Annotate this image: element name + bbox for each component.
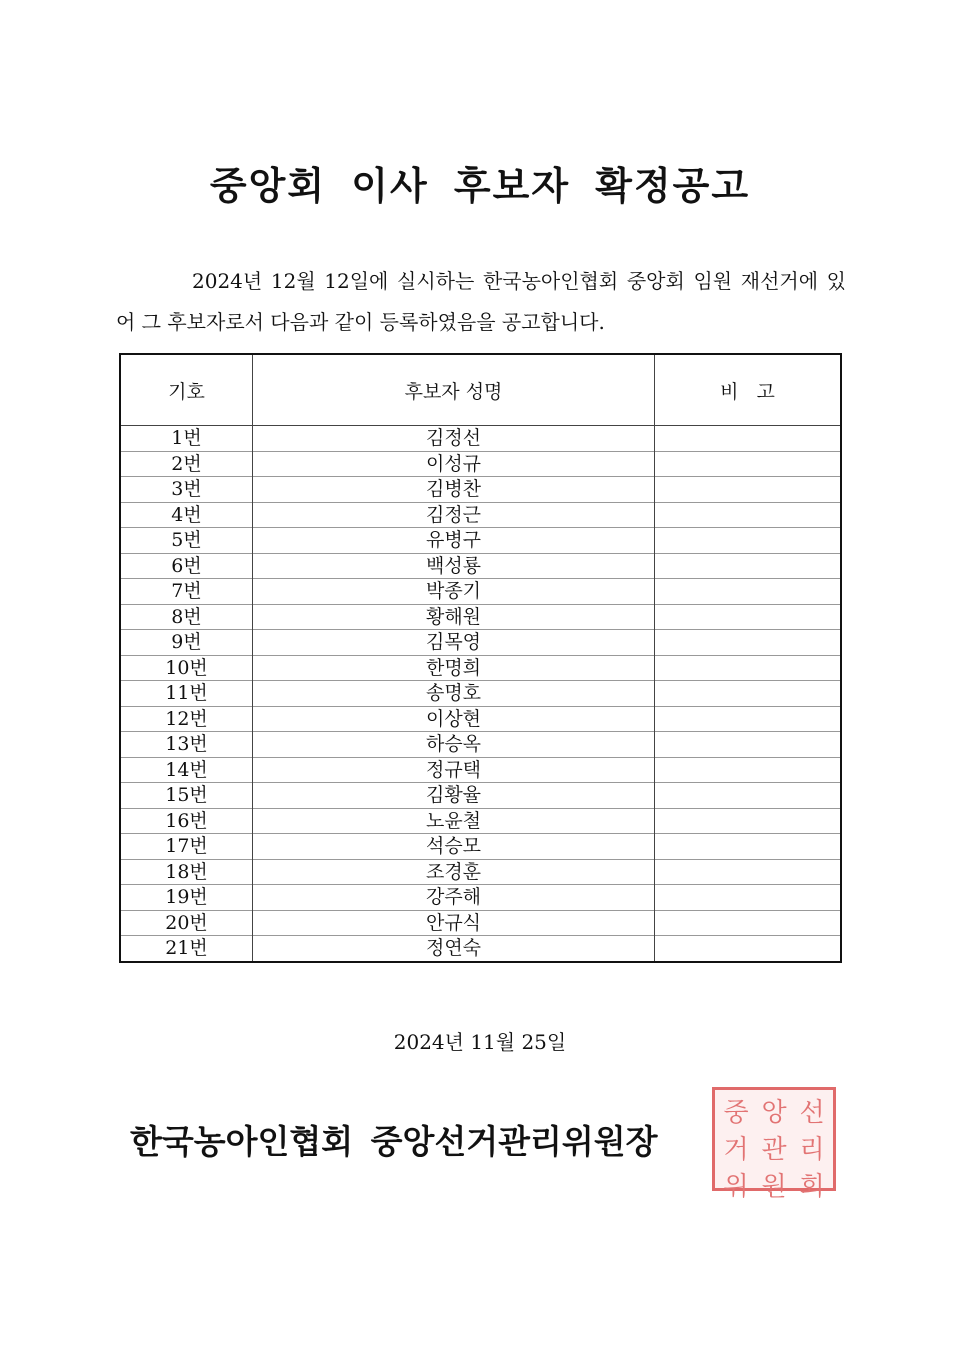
document-title: 중앙회 이사 후보자 확정공고	[209, 164, 751, 208]
notice-date: 2024년 11월 25일	[393, 1030, 567, 1054]
candidate-remarks	[655, 655, 842, 681]
candidate-number: 4번	[120, 502, 253, 528]
candidate-name: 정규택	[253, 757, 655, 783]
table-row	[120, 528, 841, 554]
candidate-number: 19번	[120, 885, 253, 911]
table-row	[120, 502, 841, 528]
seal-glyph: 거	[723, 1135, 749, 1165]
table-row	[120, 655, 841, 681]
candidate-name: 이성규	[253, 451, 655, 477]
candidate-number: 8번	[120, 604, 253, 630]
candidate-remarks	[655, 502, 842, 528]
candidate-name: 백성룡	[253, 553, 655, 579]
candidate-number: 18번	[120, 859, 253, 885]
signature-issuer: 한국농아인협회 중앙선거관리위원장	[130, 1122, 658, 1161]
candidate-name: 노윤철	[253, 808, 655, 834]
candidate-remarks	[655, 936, 842, 962]
candidate-number: 20번	[120, 910, 253, 936]
table-row	[120, 885, 841, 911]
official-seal-stamp	[712, 1087, 836, 1202]
candidate-name: 한명희	[253, 655, 655, 681]
candidate-table	[119, 353, 842, 963]
table-row	[120, 630, 841, 656]
candidate-remarks	[655, 630, 842, 656]
seal-glyph: 위	[723, 1172, 749, 1202]
candidate-name: 정연숙	[253, 936, 655, 962]
candidate-remarks	[655, 834, 842, 860]
candidate-name: 김정근	[253, 502, 655, 528]
candidate-remarks	[655, 604, 842, 630]
candidate-number: 10번	[120, 655, 253, 681]
candidate-remarks	[655, 757, 842, 783]
candidate-remarks	[655, 553, 842, 579]
candidate-name: 조경훈	[253, 859, 655, 885]
table-row	[120, 451, 841, 477]
candidate-name: 김병찬	[253, 477, 655, 503]
seal-glyph: 선	[799, 1098, 825, 1128]
candidate-name: 유병구	[253, 528, 655, 554]
intro-paragraph	[116, 261, 846, 343]
candidate-remarks	[655, 885, 842, 911]
candidate-number: 1번	[120, 426, 253, 452]
candidate-number: 14번	[120, 757, 253, 783]
table-header-row	[120, 354, 841, 426]
candidate-remarks	[655, 783, 842, 809]
header-remarks: 비 고	[655, 354, 842, 426]
seal-glyph: 회	[799, 1172, 825, 1202]
candidate-remarks	[655, 426, 842, 452]
candidate-number: 21번	[120, 936, 253, 962]
candidate-name: 김황율	[253, 783, 655, 809]
intro-text: 2024년 12월 12일에 실시하는 한국농아인협회 중앙회 임원 재선거에 있어 그 후보자로서 다음과 같이 등록하였음을 공고합니다.	[116, 269, 846, 334]
candidate-remarks	[655, 528, 842, 554]
table-row	[120, 732, 841, 758]
candidate-remarks	[655, 910, 842, 936]
table-row	[120, 757, 841, 783]
table-row	[120, 681, 841, 707]
candidate-name: 이상현	[253, 706, 655, 732]
table-row	[120, 859, 841, 885]
candidate-name: 강주해	[253, 885, 655, 911]
candidate-number: 9번	[120, 630, 253, 656]
candidate-number: 11번	[120, 681, 253, 707]
candidate-number: 13번	[120, 732, 253, 758]
candidate-number: 6번	[120, 553, 253, 579]
candidate-name: 박종기	[253, 579, 655, 605]
header-number: 기호	[120, 354, 253, 426]
candidate-name: 김목영	[253, 630, 655, 656]
candidate-name: 석승모	[253, 834, 655, 860]
candidate-number: 5번	[120, 528, 253, 554]
seal-glyph: 관	[761, 1135, 787, 1165]
candidate-number: 16번	[120, 808, 253, 834]
candidate-remarks	[655, 706, 842, 732]
table-row	[120, 579, 841, 605]
candidate-remarks	[655, 859, 842, 885]
seal-glyph: 원	[761, 1172, 787, 1202]
header-name: 후보자 성명	[253, 354, 655, 426]
seal-glyph: 리	[799, 1135, 825, 1165]
table-row	[120, 426, 841, 452]
candidate-name: 김정선	[253, 426, 655, 452]
table-row	[120, 553, 841, 579]
table-row	[120, 834, 841, 860]
candidate-name: 하승옥	[253, 732, 655, 758]
table-row	[120, 910, 841, 936]
candidate-remarks	[655, 477, 842, 503]
table-row	[120, 936, 841, 962]
table-row	[120, 477, 841, 503]
candidate-remarks	[655, 451, 842, 477]
candidate-remarks	[655, 808, 842, 834]
candidate-number: 2번	[120, 451, 253, 477]
seal-glyph: 중	[723, 1098, 749, 1128]
candidate-remarks	[655, 681, 842, 707]
table-row	[120, 808, 841, 834]
seal-glyph: 앙	[761, 1098, 787, 1128]
candidate-name: 안규식	[253, 910, 655, 936]
table-row	[120, 706, 841, 732]
candidate-remarks	[655, 732, 842, 758]
candidate-number: 15번	[120, 783, 253, 809]
candidate-number: 12번	[120, 706, 253, 732]
table-row	[120, 783, 841, 809]
candidate-name: 황해원	[253, 604, 655, 630]
candidate-number: 17번	[120, 834, 253, 860]
candidate-number: 3번	[120, 477, 253, 503]
candidate-number: 7번	[120, 579, 253, 605]
candidate-remarks	[655, 579, 842, 605]
table-row	[120, 604, 841, 630]
candidate-name: 송명호	[253, 681, 655, 707]
